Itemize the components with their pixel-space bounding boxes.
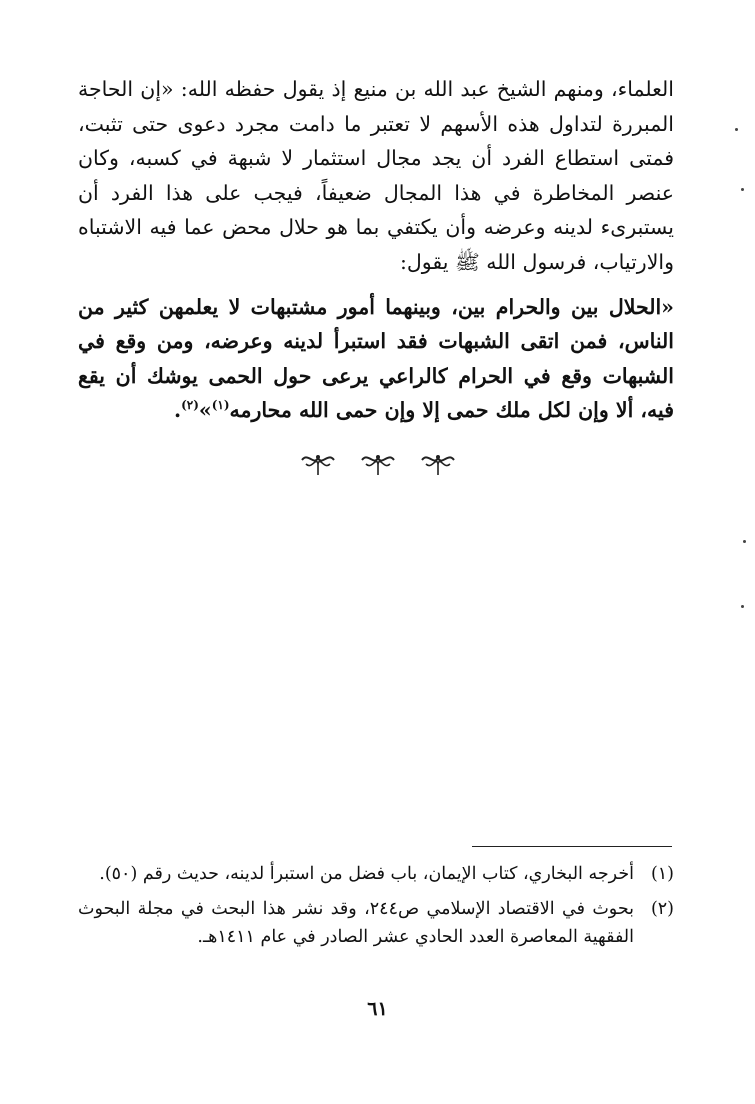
footnote-ref-2: (٢)	[181, 398, 199, 413]
section-divider-ornaments	[0, 448, 755, 482]
scan-speck	[741, 188, 744, 191]
page-number: ٦١	[367, 998, 388, 1020]
hadith-text: «الحلال بين والحرام بين، وبينهما أمور مشتبهات لا يعلمهن كثير من الناس، فمن اتقى الشبهات فقد استبرأ لدينه وعرضه، ومن وقع في الشبهات وقع في الحرام كالراعي يرعى حول الحمى يوشك أن يقع فيه، ألا وإن لكل ملك حمى إلا وإن حمى الله محارمه	[78, 294, 674, 423]
hadith-close-quote: »	[198, 398, 212, 423]
main-text	[78, 72, 674, 428]
ornament-icon	[358, 448, 398, 478]
ornament-icon	[418, 448, 458, 478]
ornament-icon	[298, 448, 338, 478]
scan-speck	[735, 128, 738, 131]
hadith-end: .	[173, 398, 182, 423]
hadith-quote	[78, 290, 674, 428]
footnotes	[78, 860, 674, 958]
footnote-number: (١)	[650, 864, 674, 884]
footnote-divider	[472, 846, 672, 847]
footnote-number: (٢)	[650, 898, 674, 919]
footnote-text: أخرجه البخاري، كتاب الإيمان، باب فضل من استبرأ لدينه، حديث رقم (٥٠).	[99, 864, 634, 884]
scan-speck	[743, 540, 746, 543]
scan-speck	[741, 605, 744, 608]
paragraph-1: العلماء، ومنهم الشيخ عبد الله بن منيع إذ يقول حفظه الله: «إن الحاجة المبررة لتداول هذه الأسهم لا تعتبر ما دامت مجرد دعوى حتى تثبت، فمتى استطاع الفرد أن يجد مجال استثمار لا شبهة في كسبه، وكان عنصر المخاطرة في هذا المجال ضعيفاً، فيجب على هذا الفرد أن يستبرىء لدينه وعرضه وأن يكتفي بما هو حلال محض عما فيه الاشتباه والارتياب، فرسول الله ﷺ يقول:	[78, 77, 674, 274]
footnote-2	[78, 895, 674, 952]
footnote-1	[78, 860, 674, 889]
footnote-ref-1: (١)	[211, 398, 230, 413]
footnote-text: بحوث في الاقتصاد الإسلامي ص٢٤٤، وقد نشر هذا البحث في مجلة البحوث الفقهية المعاصرة العدد الحادي عشر الصادر في عام ١٤١١هـ.	[78, 898, 634, 947]
